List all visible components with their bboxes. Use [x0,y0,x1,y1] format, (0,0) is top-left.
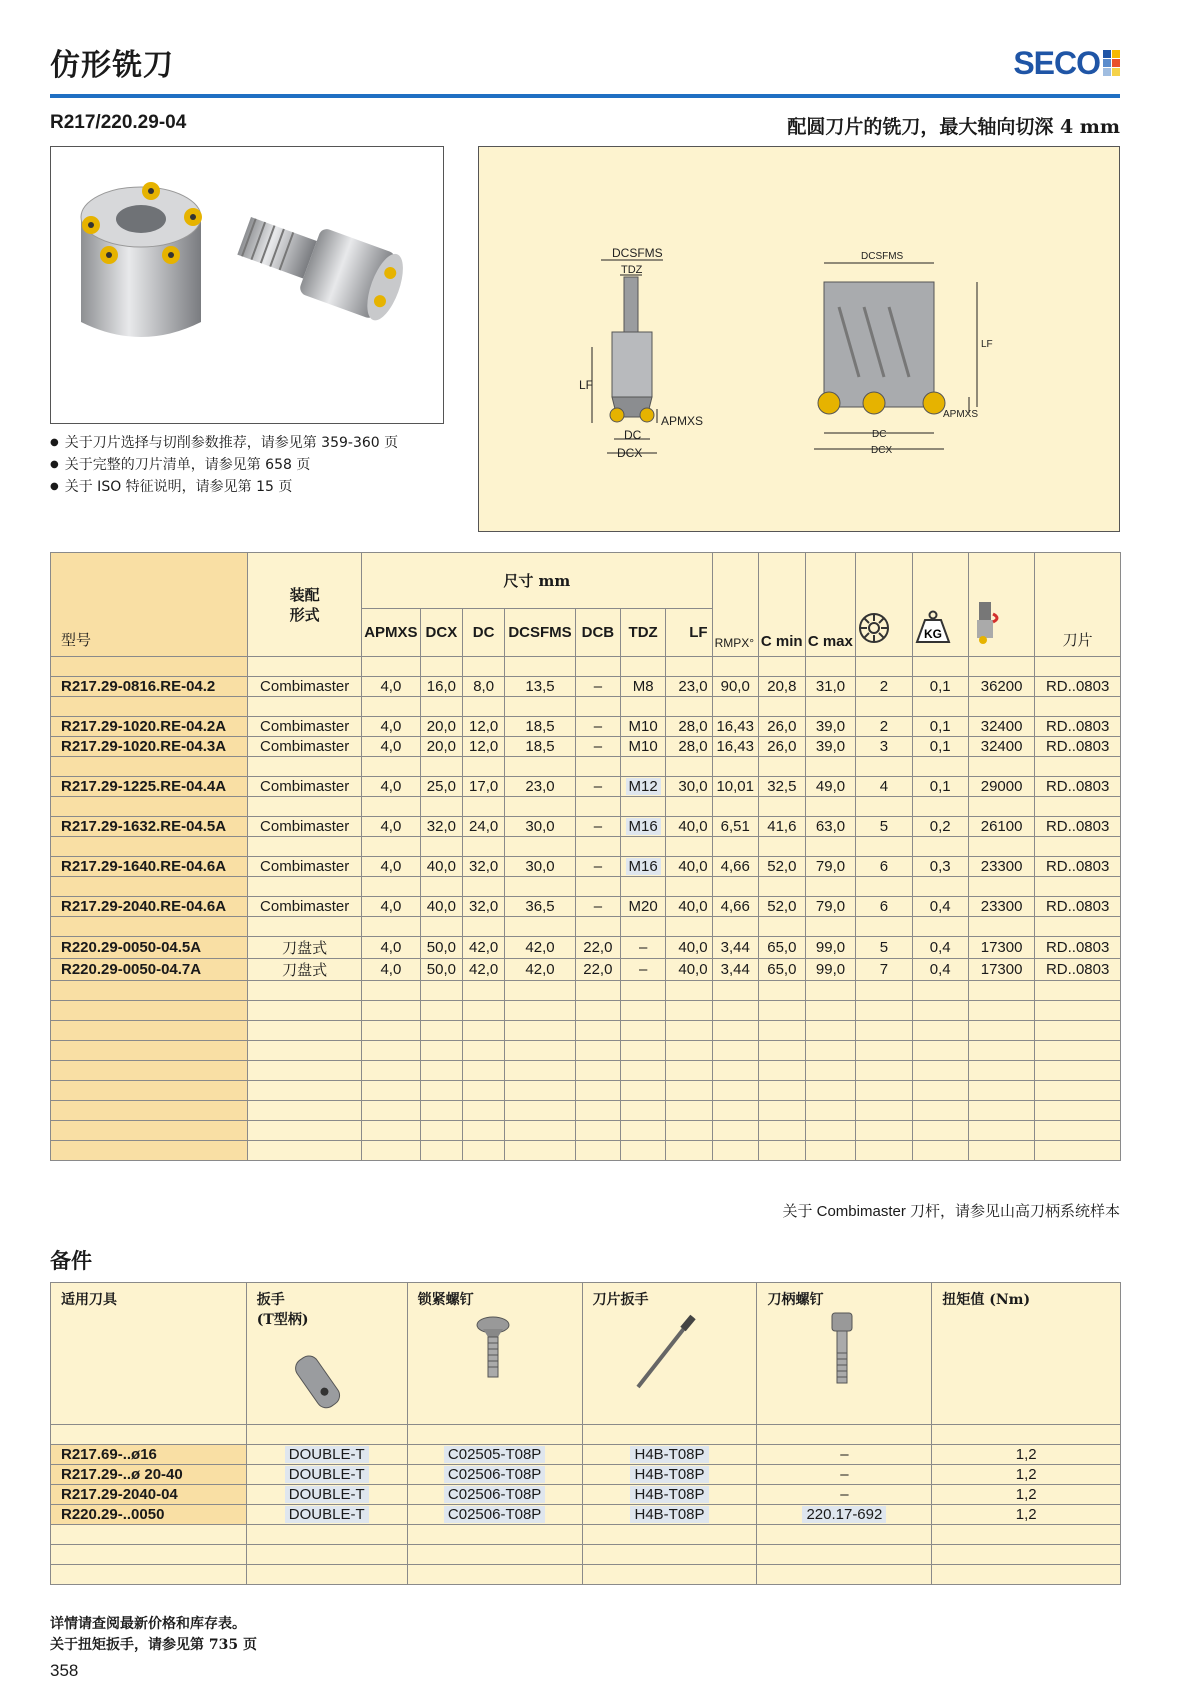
cell-model: R217.29-2040.RE-04.6A [51,897,248,917]
cell-insert: RD..0803 [1035,717,1121,737]
cell-lf: 23,0 [666,677,712,697]
spares-header-shank-screw: 刀柄螺钉 [757,1283,932,1425]
cell-tdz: M20 [621,897,666,917]
cell-dcsfms: 18,5 [505,737,575,757]
cell-mount: Combimaster [248,717,362,737]
cell-z: 5 [856,817,912,837]
cell-kg: 0,1 [912,777,968,797]
cell-apmxs: 4,0 [362,897,421,917]
cell-tdz: – [621,937,666,959]
table-spacer-row [51,657,1121,677]
table-row [51,777,1121,797]
cell-insert: RD..0803 [1035,737,1121,757]
cell-dcsfms: 30,0 [505,857,575,877]
cell-insert: RD..0803 [1035,897,1121,917]
cell-dcb: – [575,857,620,877]
cell-dc: 42,0 [463,937,505,959]
cell-tdz: M10 [621,717,666,737]
table-spacer-row [51,877,1121,897]
footnote-item: 详情请查阅最新价格和库存表。 [50,1616,246,1632]
cell-rmpx: 16,43 [712,737,758,757]
cell-cmin: 32,5 [758,777,805,797]
table-spacer-row [51,1021,1121,1041]
header-dc: DC [463,609,505,657]
cell-tdz: – [621,959,666,981]
spares-header-tool: 适用刀具 [51,1283,247,1425]
cell-z: 3 [856,737,912,757]
cell-apmxs: 4,0 [362,937,421,959]
cell-cmax: 63,0 [805,817,855,837]
table-spacer-row [51,757,1121,777]
label-dc-left: DC [624,428,642,442]
cell-rmpx: 6,51 [712,817,758,837]
note-item: ● 关于刀片选择与切削参数推荐，请参见第 359-360 页 [50,432,398,454]
cell-dcb: – [575,777,620,797]
cell-rmpx: 4,66 [712,857,758,877]
cell-kg: 0,1 [912,677,968,697]
header-rule [50,94,1120,98]
label-lf-left: LF [579,378,594,392]
cell-insert: RD..0803 [1035,777,1121,797]
spares-cell-torque: 1,2 [932,1485,1121,1505]
spare-parts-table [50,1282,1121,1585]
cell-cmax: 79,0 [805,857,855,877]
spares-cell-shank_screw: 220.17-692 [757,1505,932,1525]
cell-cmax: 79,0 [805,897,855,917]
spares-cell-shank_screw: – [757,1445,932,1465]
table-spacer-row [51,1141,1121,1161]
spares-cell-screw: C02506-T08P [407,1485,582,1505]
seco-logo: SECO [1013,46,1120,80]
spares-spacer-row [51,1545,1121,1565]
cell-dc: 12,0 [463,717,505,737]
cell-dc: 12,0 [463,737,505,757]
cell-cmin: 65,0 [758,959,805,981]
cell-model: R217.29-1632.RE-04.5A [51,817,248,837]
cell-dcsfms: 23,0 [505,777,575,797]
table-row [51,737,1121,757]
spares-cell-key: DOUBLE-T [246,1465,407,1485]
cell-model: R217.29-1020.RE-04.2A [51,717,248,737]
cell-z: 5 [856,937,912,959]
spares-cell-screw: C02506-T08P [407,1505,582,1525]
cell-mount: Combimaster [248,677,362,697]
cell-dcx: 40,0 [420,897,462,917]
cell-dcsfms: 30,0 [505,817,575,837]
label-dcsfms-right: DCSFMS [861,251,904,262]
cell-dcb: 22,0 [575,959,620,981]
header-model: 型号 [51,553,248,657]
header-cmax: C max [805,553,855,657]
spares-spacer-row [51,1525,1121,1545]
cell-lf: 40,0 [666,937,712,959]
spares-cell-insert_key: H4B-T08P [582,1465,757,1485]
tool-data-table [50,552,1121,1161]
cell-cmin: 52,0 [758,857,805,877]
product-photo [50,146,444,424]
cell-z: 6 [856,857,912,877]
cell-apmxs: 4,0 [362,737,421,757]
table-spacer-row [51,797,1121,817]
spares-header-key: 扳手 (T型柄) [246,1283,407,1425]
cell-rpm: 26100 [968,817,1034,837]
cell-cmin: 65,0 [758,937,805,959]
table-spacer-row [51,1081,1121,1101]
label-dcx-right: DCX [871,445,893,456]
cell-rmpx: 3,44 [712,937,758,959]
cell-dcsfms: 18,5 [505,717,575,737]
cell-dc: 17,0 [463,777,505,797]
cell-model: R220.29-0050-04.7A [51,959,248,981]
spares-cell-key: DOUBLE-T [246,1485,407,1505]
cell-model: R217.29-0816.RE-04.2 [51,677,248,697]
cell-mount: Combimaster [248,817,362,837]
spares-cell-torque: 1,2 [932,1505,1121,1525]
cell-model: R220.29-0050-04.5A [51,937,248,959]
shank-screw-icon [797,1309,887,1389]
table-row [51,897,1121,917]
spares-header-insert-key: 刀片扳手 [582,1283,757,1425]
table-row [51,717,1121,737]
spares-cell-shank_screw: – [757,1465,932,1485]
cell-dcsfms: 36,5 [505,897,575,917]
spares-cell-tool: R217.29-2040-04 [51,1485,247,1505]
t-handle-key-icon [277,1329,367,1409]
cell-z: 2 [856,677,912,697]
cell-mount: Combimaster [248,857,362,877]
cell-kg: 0,1 [912,737,968,757]
header-lf: LF [666,609,712,657]
cell-dcsfms: 13,5 [505,677,575,697]
table-spacer-row [51,1101,1121,1121]
table-spacer-row [51,697,1121,717]
header-rpm [968,553,1034,657]
cell-dcsfms: 42,0 [505,937,575,959]
spares-cell-screw: C02505-T08P [407,1445,582,1465]
cell-rpm: 32400 [968,717,1034,737]
cell-tdz: M12 [621,777,666,797]
header-tdz: TDZ [621,609,666,657]
cell-lf: 28,0 [666,717,712,737]
page-subtitle: 配圆刀片的铣刀，最大轴向切深 4 mm [787,116,1120,138]
page-number: 358 [50,1661,79,1680]
note-item: ● 关于完整的刀片清单，请参见第 658 页 [50,454,398,476]
footnotes [50,1614,257,1656]
table-spacer-row [51,1121,1121,1141]
note-item: ● 关于 ISO 特征说明，请参见第 15 页 [50,476,398,498]
cell-kg: 0,2 [912,817,968,837]
cell-lf: 28,0 [666,737,712,757]
spares-cell-tool: R217.69-..ø16 [51,1445,247,1465]
cell-cmin: 52,0 [758,897,805,917]
cell-apmxs: 4,0 [362,817,421,837]
label-apmxs-left: APMXS [661,414,704,428]
header-weight [912,553,968,657]
header-apmxs: APMXS [362,609,421,657]
cell-dcx: 25,0 [420,777,462,797]
table-spacer-row [51,1041,1121,1061]
cell-apmxs: 4,0 [362,959,421,981]
header-cmin: C min [758,553,805,657]
table-row [51,677,1121,697]
cell-dcx: 16,0 [420,677,462,697]
cell-tdz: M16 [621,817,666,837]
cell-kg: 0,4 [912,937,968,959]
cell-dcsfms: 42,0 [505,959,575,981]
spares-cell-tool: R217.29-..ø 20-40 [51,1465,247,1485]
spares-row [51,1505,1121,1525]
spares-header-torque: 扭矩值 (Nm) [932,1283,1121,1425]
seco-logo-squares-icon [1103,50,1120,76]
cell-tdz: M10 [621,737,666,757]
header-dimensions-group: 尺寸 mm [362,553,713,609]
cell-z: 2 [856,717,912,737]
cell-cmax: 39,0 [805,717,855,737]
cell-cmax: 99,0 [805,937,855,959]
header-mount: 装配 形式 [248,553,362,657]
header-dcsfms: DCSFMS [505,609,575,657]
cell-dcb: – [575,717,620,737]
spares-cell-key: DOUBLE-T [246,1505,407,1525]
table-row [51,959,1121,981]
cell-rmpx: 10,01 [712,777,758,797]
weight-icon [915,610,951,644]
cell-insert: RD..0803 [1035,677,1121,697]
header-rmpx: RMPX° [712,553,758,657]
cell-apmxs: 4,0 [362,717,421,737]
cell-kg: 0,4 [912,897,968,917]
cell-mount: 刀盘式 [248,937,362,959]
cell-insert: RD..0803 [1035,937,1121,959]
cell-rpm: 29000 [968,777,1034,797]
table-spacer-row [51,837,1121,857]
table-spacer-row [51,1001,1121,1021]
spares-cell-key: DOUBLE-T [246,1445,407,1465]
cell-lf: 40,0 [666,959,712,981]
cell-rmpx: 3,44 [712,959,758,981]
spares-cell-torque: 1,2 [932,1445,1121,1465]
cell-kg: 0,4 [912,959,968,981]
cell-dcx: 20,0 [420,737,462,757]
page-title: 仿形铣刀 [50,48,174,83]
cell-dcb: – [575,817,620,837]
cell-dcx: 50,0 [420,959,462,981]
cell-rpm: 23300 [968,897,1034,917]
spares-row [51,1445,1121,1465]
cell-rpm: 36200 [968,677,1034,697]
cell-tdz: M8 [621,677,666,697]
label-dcx-left: DCX [617,446,643,460]
table-row [51,937,1121,959]
label-lf-right: LF [981,339,993,350]
cell-cmin: 20,8 [758,677,805,697]
locking-screw-icon [448,1309,538,1389]
table-row [51,857,1121,877]
cell-cmax: 49,0 [805,777,855,797]
cell-rmpx: 16,43 [712,717,758,737]
spares-cell-insert_key: H4B-T08P [582,1505,757,1525]
spares-cell-insert_key: H4B-T08P [582,1485,757,1505]
table-spacer-row [51,981,1121,1001]
cell-dcb: – [575,737,620,757]
cell-model: R217.29-1640.RE-04.6A [51,857,248,877]
table-spacer-row [51,917,1121,937]
label-tdz: TDZ [621,264,643,276]
notes-list [50,432,398,498]
cell-apmxs: 4,0 [362,857,421,877]
model-series: R217/220.29-04 [50,112,187,133]
cell-rpm: 23300 [968,857,1034,877]
cell-kg: 0,3 [912,857,968,877]
cell-model: R217.29-1020.RE-04.3A [51,737,248,757]
cell-rmpx: 4,66 [712,897,758,917]
cell-dcb: 22,0 [575,937,620,959]
spares-cell-shank_screw: – [757,1485,932,1505]
label-apmxs-right: APMXS [943,409,979,420]
spares-row [51,1485,1121,1505]
teeth-count-icon [858,612,890,644]
table-spacer-row [51,1061,1121,1081]
cell-rpm: 17300 [968,937,1034,959]
max-rpm-icon [971,600,1003,644]
cell-cmin: 26,0 [758,737,805,757]
label-dcsfms-left: DCSFMS [612,246,663,260]
cell-dc: 8,0 [463,677,505,697]
cell-apmxs: 4,0 [362,677,421,697]
cell-model: R217.29-1225.RE-04.4A [51,777,248,797]
cell-dc: 42,0 [463,959,505,981]
cell-cmin: 26,0 [758,717,805,737]
spares-cell-screw: C02506-T08P [407,1465,582,1485]
cell-mount: 刀盘式 [248,959,362,981]
cell-rmpx: 90,0 [712,677,758,697]
cell-mount: Combimaster [248,737,362,757]
cell-cmin: 41,6 [758,817,805,837]
label-dc-right: DC [872,429,887,440]
cell-z: 7 [856,959,912,981]
cell-dcx: 40,0 [420,857,462,877]
cell-mount: Combimaster [248,897,362,917]
cell-dcb: – [575,897,620,917]
cell-dc: 32,0 [463,857,505,877]
cell-insert: RD..0803 [1035,817,1121,837]
insert-key-icon [623,1309,713,1389]
spares-header-screw: 锁紧螺钉 [407,1283,582,1425]
cell-dcx: 20,0 [420,717,462,737]
header-dcx: DCX [420,609,462,657]
cell-insert: RD..0803 [1035,959,1121,981]
spares-cell-torque: 1,2 [932,1465,1121,1485]
cell-rpm: 32400 [968,737,1034,757]
cell-lf: 40,0 [666,857,712,877]
spares-title: 备件 [50,1248,92,1273]
cell-lf: 40,0 [666,817,712,837]
cell-cmax: 99,0 [805,959,855,981]
combimaster-note: 关于 Combimaster 刀杆，请参见山高刀柄系统样本 [782,1203,1120,1220]
svg-text:KG: KG [923,627,942,641]
header-dcb: DCB [575,609,620,657]
cell-cmax: 31,0 [805,677,855,697]
cell-cmax: 39,0 [805,737,855,757]
dimension-diagram [478,146,1120,532]
cell-dcb: – [575,677,620,697]
cell-apmxs: 4,0 [362,777,421,797]
cell-dcx: 50,0 [420,937,462,959]
cell-mount: Combimaster [248,777,362,797]
cell-lf: 40,0 [666,897,712,917]
cell-dc: 24,0 [463,817,505,837]
spares-spacer-row [51,1565,1121,1585]
header-teeth [856,553,912,657]
cell-dc: 32,0 [463,897,505,917]
spares-row [51,1465,1121,1485]
cell-tdz: M16 [621,857,666,877]
footnote-item: 关于扭矩扳手，请参见第 735 页 [50,1637,257,1653]
spares-cell-insert_key: H4B-T08P [582,1445,757,1465]
table-row [51,817,1121,837]
cell-rpm: 17300 [968,959,1034,981]
cell-z: 4 [856,777,912,797]
cell-kg: 0,1 [912,717,968,737]
spares-cell-tool: R220.29-..0050 [51,1505,247,1525]
cell-dcx: 32,0 [420,817,462,837]
header-insert: 刀片 [1035,553,1121,657]
cell-insert: RD..0803 [1035,857,1121,877]
cell-z: 6 [856,897,912,917]
cell-lf: 30,0 [666,777,712,797]
